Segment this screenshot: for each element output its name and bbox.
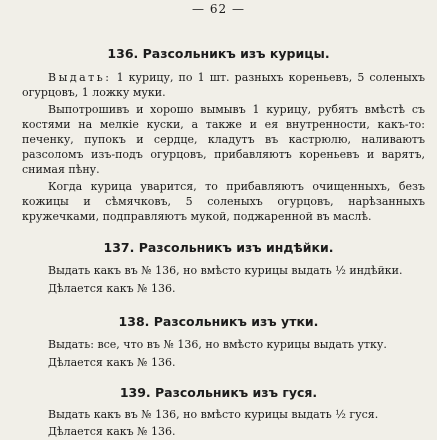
recipe-138-line-2: Дѣлается какъ № 136.	[48, 356, 176, 369]
recipe-136-method: Выпотрошивъ и хорошо вымывъ 1 курицу, рубятъ вмѣстѣ съ костями на мелкіе куски, а также и ея внутренности, какъ-то: печенку, пупокъ и сердце, кладутъ въ кастрюлю, наливаютъ разсоломъ изъ-подъ огурцовъ, прибавляютъ кореньевъ и варятъ, снимая пѣну.	[22, 103, 425, 176]
recipe-139-title: 139. Разсольникъ изъ гуся.	[119, 385, 318, 400]
page-number: — 62 —	[192, 2, 245, 16]
ingredients-text: 1 курицу, по 1 шт. разныхъ кореньевъ, 5 соленыхъ огурцовъ, 1 ложку муки.	[22, 71, 425, 99]
recipe-139-line-2: Дѣлается какъ № 136.	[48, 425, 176, 438]
recipe-136-finish: Когда курица уварится, то прибавляютъ очищенныхъ, безъ кожицы и сѣмячковъ, 5 соленыхъ огурцовъ, нарѣзанныхъ кружечками, подправляютъ мукой, поджаренной въ маслѣ.	[22, 180, 425, 223]
recipe-138-title: 138. Разсольникъ изъ утки.	[118, 314, 319, 329]
recipe-138-line-1: Выдать: все, что въ № 136, но вмѣсто курицы выдать утку.	[48, 338, 387, 351]
recipe-136-title: 136. Разсольникъ изъ курицы.	[107, 46, 330, 61]
recipe-137-title: 137. Разсольникъ изъ индѣйки.	[103, 240, 334, 255]
recipe-137-line-1: Выдать какъ въ № 136, но вмѣсто курицы выдать ½ индѣйки.	[48, 264, 403, 277]
ingredients-label: Выдать:	[48, 71, 112, 84]
recipe-137-line-2: Дѣлается какъ № 136.	[48, 282, 176, 295]
recipe-136-ingredients	[22, 70, 425, 100]
recipe-139-line-1: Выдать какъ въ № 136, но вмѣсто курицы выдать ½ гуся.	[48, 408, 379, 421]
